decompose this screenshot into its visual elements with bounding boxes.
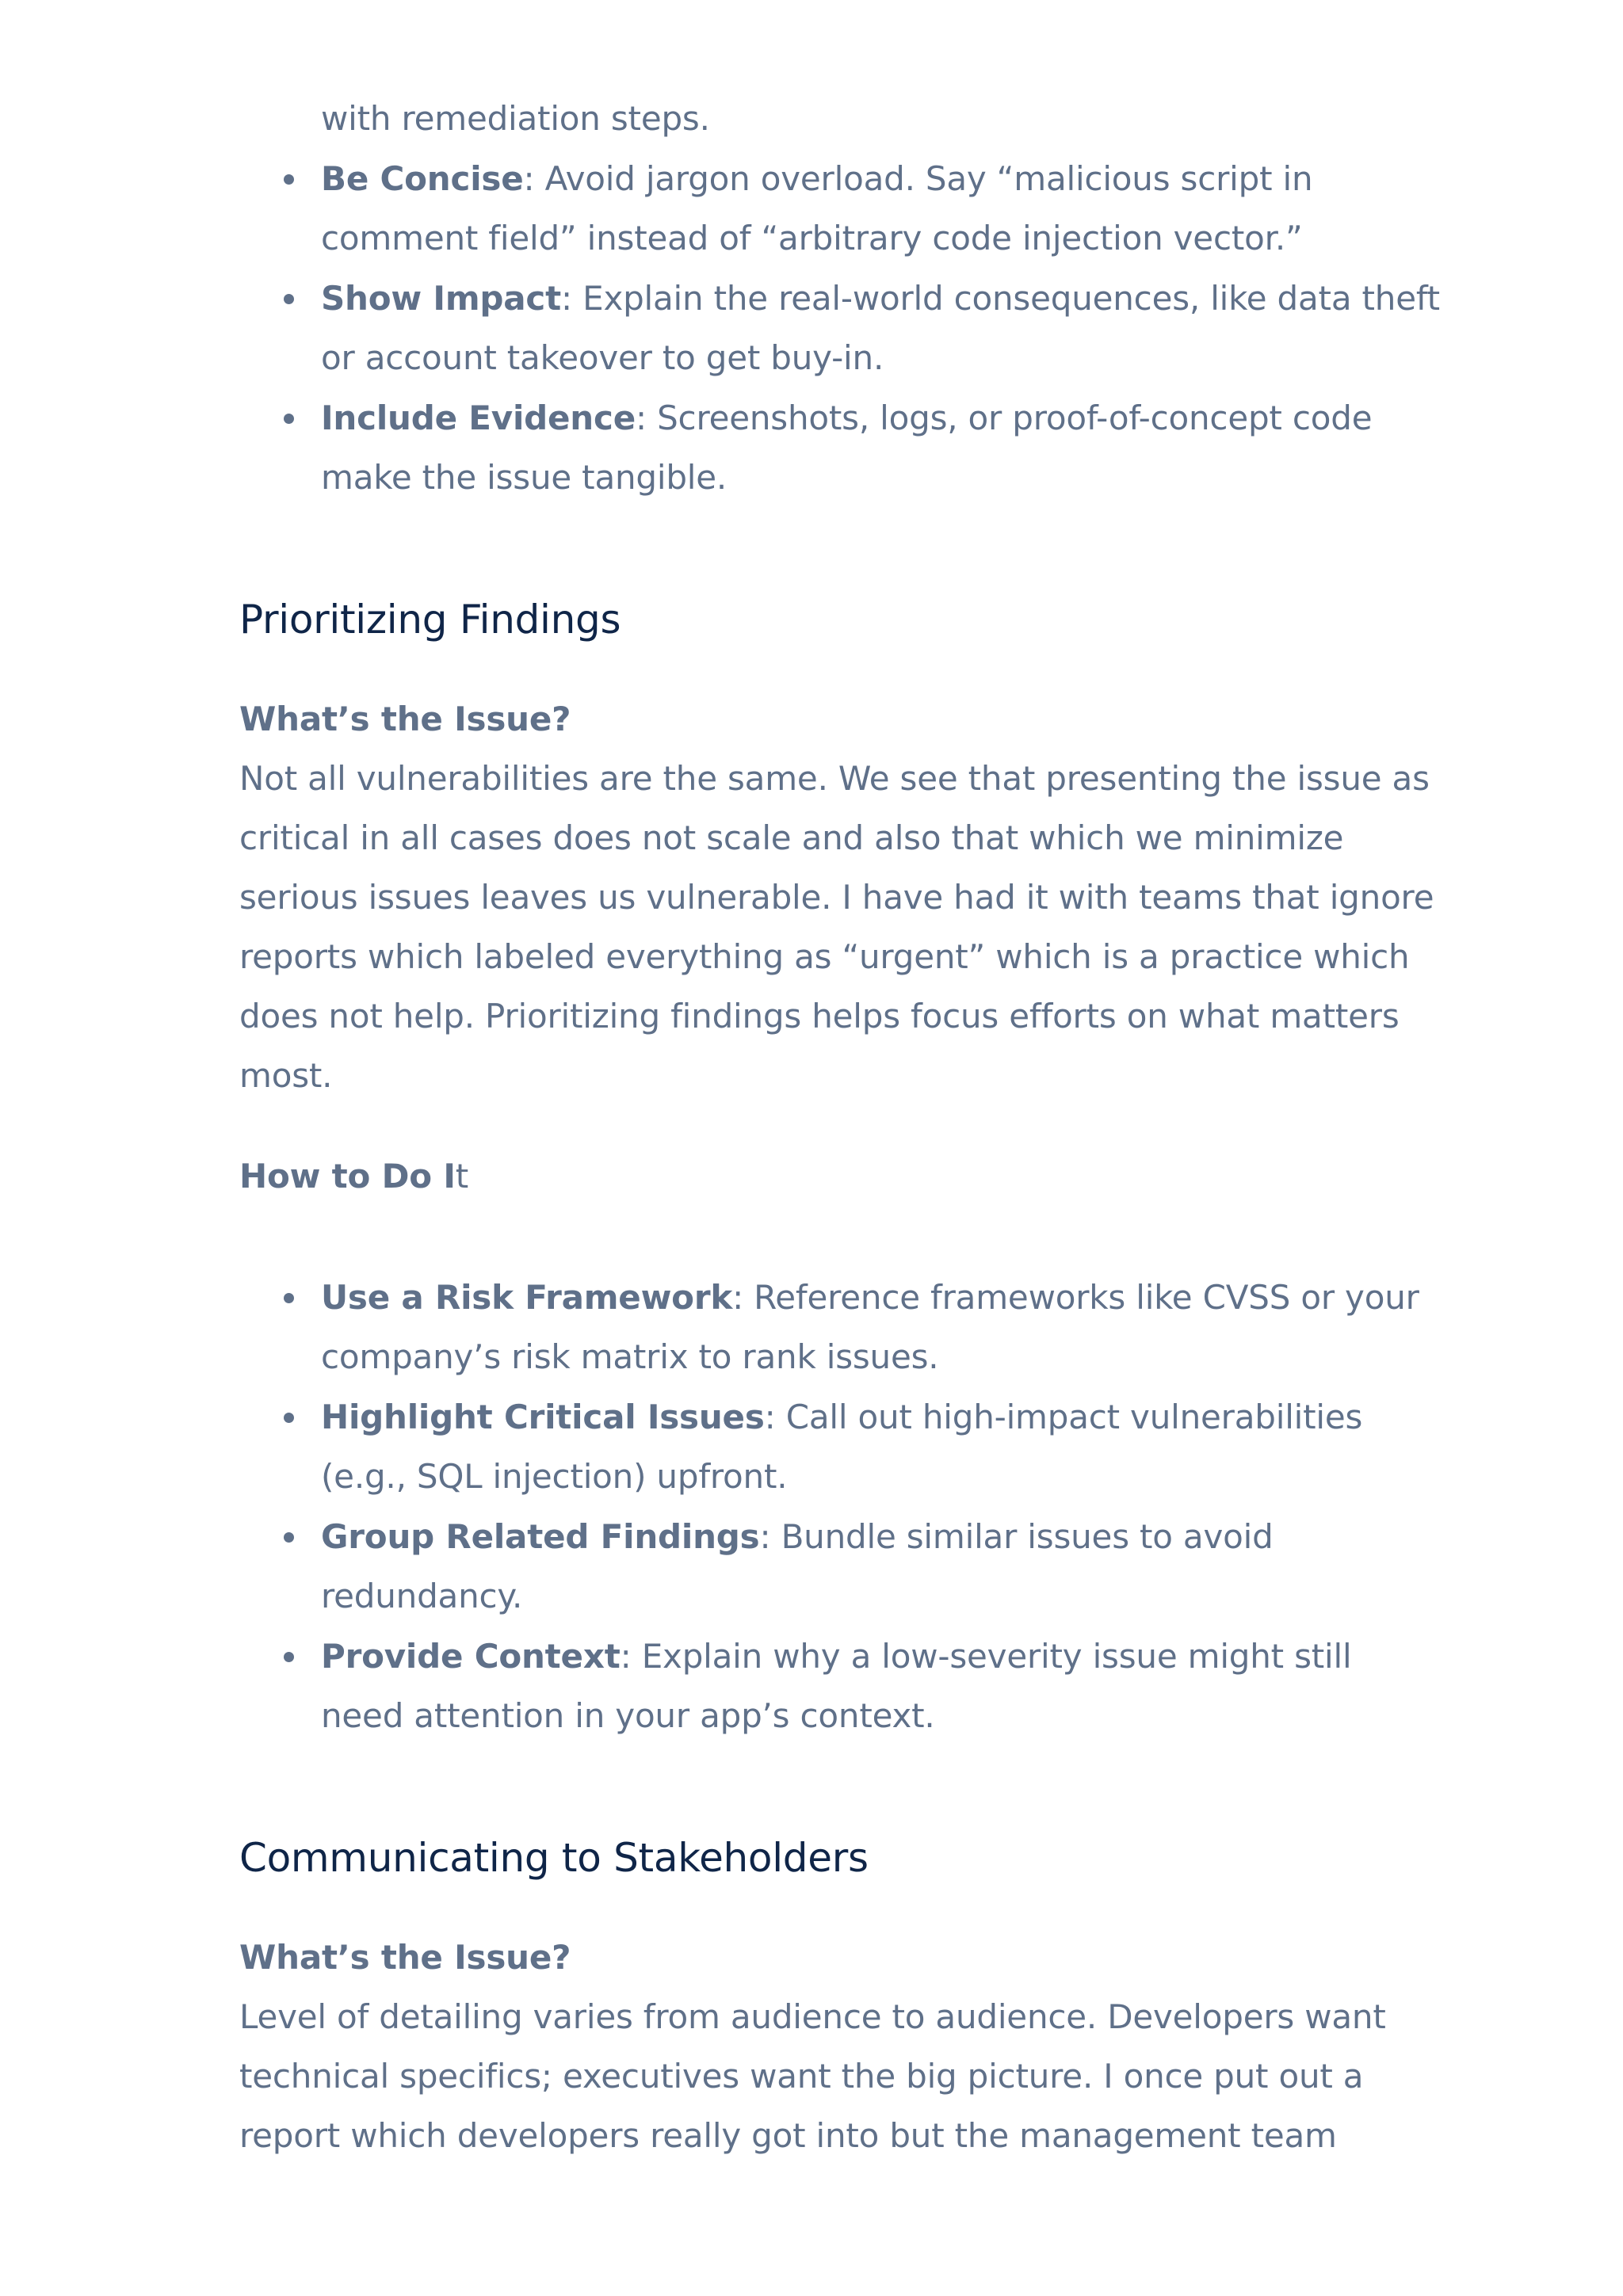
list-item-term: Be Concise: [321, 159, 524, 198]
list-item-text: : Explain why a low-severity issue might still need attention in your app’s context.: [321, 1637, 1352, 1735]
how-to-heading-bold: How to Do I: [239, 1157, 456, 1196]
list-continuation: with remediation steps.: [321, 99, 710, 138]
list-item-text: : Screenshots, logs, or proof-of-concept code make the issue tangible.: [321, 399, 1373, 497]
list-item-text: : Explain the real-world consequences, like data theft or account takeover to get buy-in.: [321, 279, 1440, 377]
issue-heading: What’s the Issue?: [239, 1938, 571, 1977]
issue-heading: What’s the Issue?: [239, 700, 571, 738]
list-item: [239, 269, 1444, 387]
list-item: [239, 1268, 1444, 1386]
issue-paragraph: Level of detailing varies from audience to audience. Developers want technical specifics; executives want the big picture. I once put out a report which developers really got into but the management team: [239, 1997, 1386, 2155]
list-item-text: : Bundle similar issues to avoid redundancy.: [321, 1517, 1274, 1615]
list-item-text: : Call out high-impact vulnerabilities (e.g., SQL injection) upfront.: [321, 1398, 1363, 1496]
list-item-text: : Reference frameworks like CVSS or your company’s risk matrix to rank issues.: [321, 1278, 1419, 1376]
list-item: [239, 1627, 1444, 1745]
list-item-term: Provide Context: [321, 1637, 621, 1676]
section-heading-prioritizing: Prioritizing Findings: [239, 597, 621, 643]
how-to-bullet-list: [239, 1268, 1444, 1745]
list-item: [239, 388, 1444, 507]
article-body: [239, 89, 1444, 2165]
how-to-heading: [239, 1146, 1444, 1206]
intro-bullet-list: [239, 149, 1444, 507]
issue-paragraph: Not all vulnerabilities are the same. We see that presenting the issue as critical in all cases does not scale and also that which we minimize serious issues leaves us vulnerable. I have had it with teams that ignore reports which labeled everything as “urgent” which is a practice which does not help. Prioritizing findings helps focus efforts on what matters most.: [239, 759, 1434, 1095]
list-item: [239, 1507, 1444, 1626]
list-item-term: Show Impact: [321, 279, 561, 318]
list-item-term: Highlight Critical Issues: [321, 1398, 765, 1436]
how-to-heading-rest: t: [455, 1157, 469, 1196]
list-item-term: Include Evidence: [321, 399, 636, 437]
list-item: [239, 149, 1444, 268]
section-heading-communicating: Communicating to Stakeholders: [239, 1835, 869, 1881]
list-item-term: Use a Risk Framework: [321, 1278, 733, 1317]
list-item-text: : Avoid jargon overload. Say “malicious script in comment field” instead of “arbitrary code injection vector.”: [321, 159, 1313, 257]
list-item-term: Group Related Findings: [321, 1517, 760, 1556]
list-item: [239, 1387, 1444, 1506]
